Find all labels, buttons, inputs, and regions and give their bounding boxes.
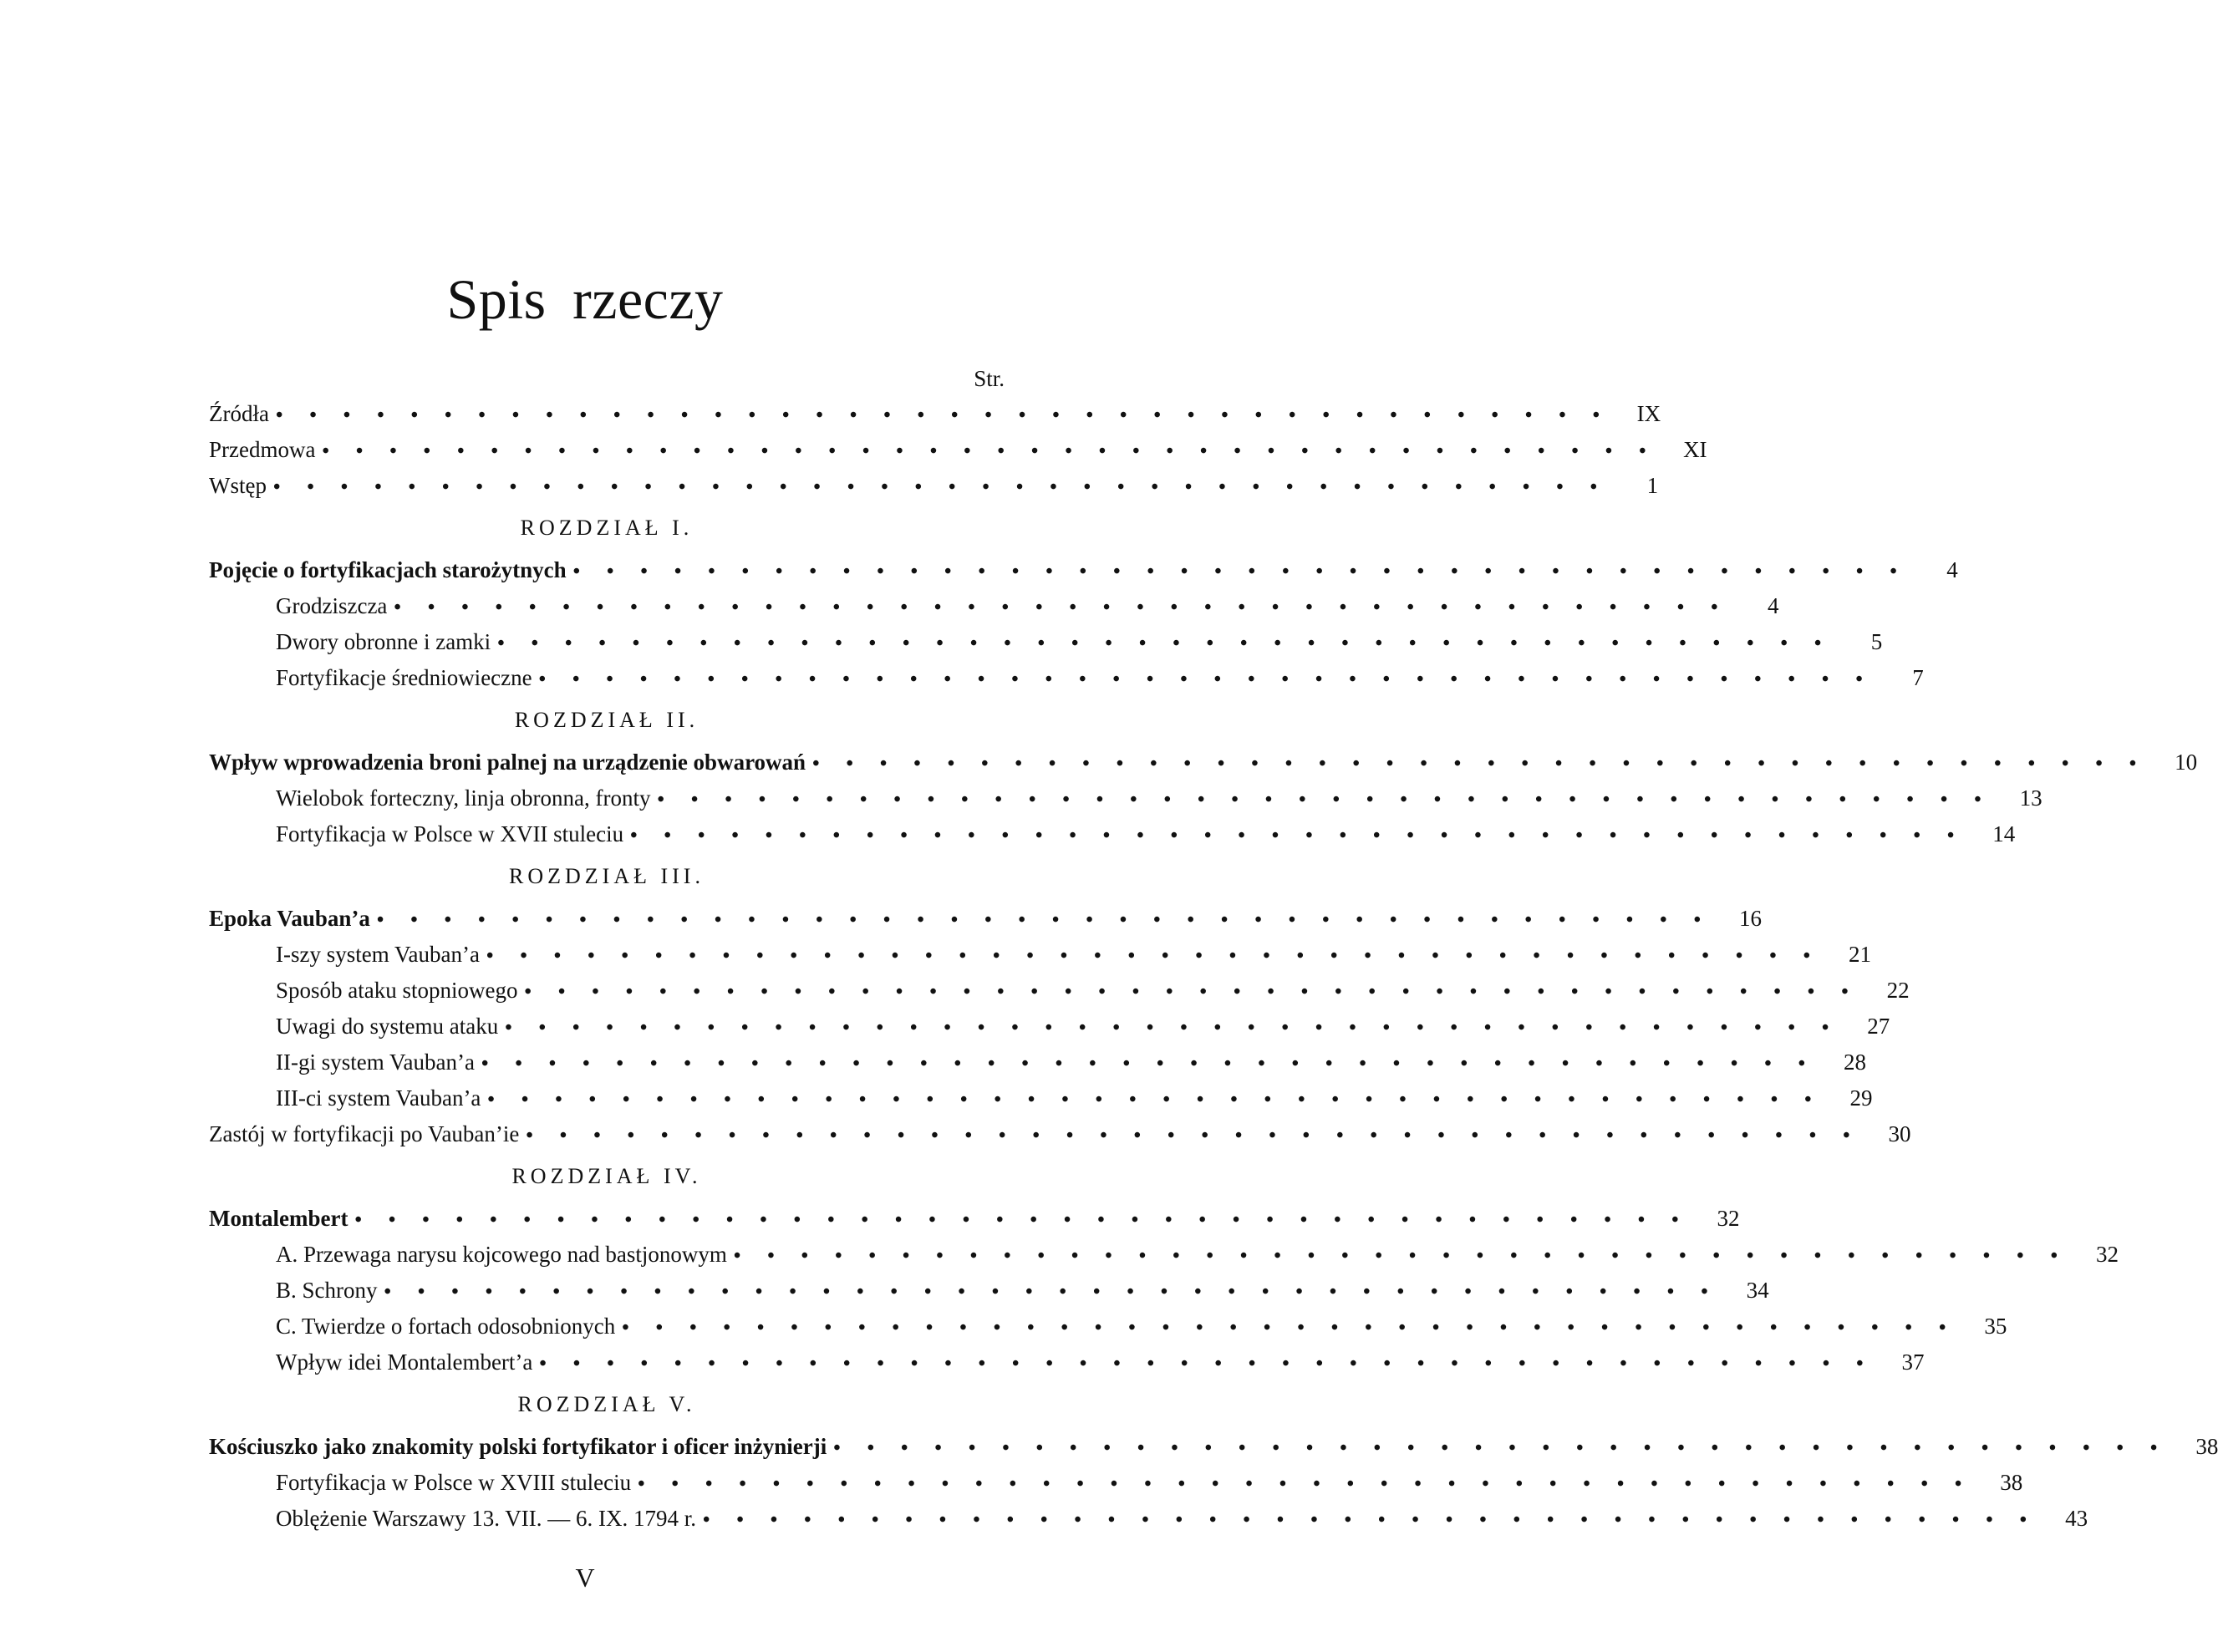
dot-leader: • • • • • • • • • • • • • • • • • • • • • • • • • • • • • • • • • • • • • • • •: [354, 1209, 1690, 1231]
dot-leader: • • • • • • • • • • • • • • • • • • • • • • • • • • • • • • • • • • • • • • • •: [322, 440, 1657, 462]
toc-entry-title: Montalembert: [209, 1206, 348, 1231]
chapter-heading: ROZDZIAŁ I.: [520, 516, 694, 540]
toc-entry-page: 4: [1946, 557, 1958, 582]
toc-entry-page: 30: [1888, 1121, 1911, 1146]
toc-entry-title: Kościuszko jako znakomity polski fortyfikator i oficer inżynierji: [209, 1434, 827, 1459]
toc-entry: [209, 937, 1872, 973]
toc-entry-title: Wielobok forteczny, linja obronna, fronty: [276, 785, 651, 811]
toc-entry-title: Zastój w fortyfikacji po Vauban’ie: [209, 1121, 520, 1146]
toc-entry: [209, 1429, 2218, 1465]
toc-entry: [209, 1116, 1911, 1152]
dot-leader: • • • • • • • • • • • • • • • • • • • • • • • • • • • • • • • • • • • • • • • •: [812, 753, 2148, 775]
toc-entry: [209, 1045, 1867, 1080]
toc-entry: [209, 1009, 1890, 1045]
toc-entry: [209, 432, 1707, 468]
toc-entry-page: 21: [1849, 942, 1872, 967]
toc-entry-page: 5: [1870, 629, 1883, 654]
toc-entry: [209, 660, 1924, 696]
table-of-contents: [209, 361, 2218, 1537]
toc-entry-title: Przedmowa: [209, 437, 316, 462]
dot-leader: • • • • • • • • • • • • • • • • • • • • • • • • • • • • • • • • • • • • • • • •: [572, 561, 1908, 582]
page-column-header: Str.: [974, 366, 1005, 391]
toc-entry-page: 35: [1984, 1314, 2007, 1339]
toc-entry-page: IX: [1636, 401, 1661, 426]
toc-entry-page: XI: [1683, 437, 1707, 462]
dot-leader: • • • • • • • • • • • • • • • • • • • • • • • • • • • • • • • • • • • • • • • •: [497, 633, 1833, 654]
toc-entry-page: 32: [1717, 1206, 1740, 1231]
toc-entry: [209, 468, 1659, 504]
toc-entry: [209, 1309, 2007, 1344]
toc-entry-page: 38: [2000, 1470, 2023, 1495]
toc-entry-title: Źródła: [209, 401, 269, 426]
toc-entry-title: Wstęp: [209, 473, 267, 498]
dot-leader: • • • • • • • • • • • • • • • • • • • • • • • • • • • • • • • • • • • • • • • •: [657, 789, 1992, 811]
toc-entry-title: I-szy system Vauban’a: [276, 942, 480, 967]
dot-leader: • • • • • • • • • • • • • • • • • • • • • • • • • • • • • • • • • • • • • • • •: [630, 825, 1966, 846]
dot-leader: • • • • • • • • • • • • • • • • • • • • • • • • • • • • • • • • • • • • • • • •: [526, 1125, 1861, 1146]
dot-leader: • • • • • • • • • • • • • • • • • • • • • • • • • • • • • • • • • • • • • • • •: [275, 404, 1611, 426]
chapter-heading: ROZDZIAŁ III.: [509, 864, 705, 888]
dot-leader: • • • • • • • • • • • • • • • • • • • • • • • • • • • • • • • • • • • • • • • •: [505, 1017, 1840, 1039]
chapter-heading: ROZDZIAŁ IV.: [511, 1164, 702, 1188]
toc-entry-page: 27: [1867, 1014, 1890, 1039]
toc-entry: [209, 1237, 2119, 1273]
dot-leader: • • • • • • • • • • • • • • • • • • • • • • • • • • • • • • • • • • • • • • • •: [622, 1317, 1957, 1339]
toc-entry-page: 7: [1912, 665, 1924, 690]
toc-entry-title: Wpływ idei Montalembert’a: [276, 1350, 533, 1375]
toc-entry-page: 16: [1738, 906, 1762, 931]
dot-leader: • • • • • • • • • • • • • • • • • • • • • • • • • • • • • • • • • • • • • • • •: [272, 476, 1609, 498]
toc-entry-page: 43: [2065, 1506, 2088, 1531]
toc-entry-title: Fortyfikacja w Polsce w XVIII stuleciu: [276, 1470, 632, 1495]
dot-leader: • • • • • • • • • • • • • • • • • • • • • • • • • • • • • • • • • • • • • • • •: [376, 909, 1712, 931]
toc-entry-page: 34: [1746, 1278, 1769, 1303]
toc-entry-title: C. Twierdze o fortach odosobnionych: [276, 1314, 616, 1339]
toc-entry-page: 13: [2019, 785, 2042, 811]
toc-entry: [209, 1273, 1769, 1309]
toc-entry-title: Wpływ wprowadzenia broni palnej na urządzenie obwarowań: [209, 750, 806, 775]
toc-entry-title: Fortyfikacja w Polsce w XVII stuleciu: [276, 821, 624, 846]
dot-leader: • • • • • • • • • • • • • • • • • • • • • • • • • • • • • • • • • • • • • • • •: [481, 1053, 1817, 1075]
toc-entry: [209, 552, 1958, 588]
chapter-heading: ROZDZIAŁ V.: [517, 1392, 696, 1416]
toc-entry-title: Dwory obronne i zamki: [276, 629, 491, 654]
dot-leader: • • • • • • • • • • • • • • • • • • • • • • • • • • • • • • • • • • • • • • • •: [486, 945, 1822, 967]
toc-entry: [209, 588, 1779, 624]
toc-entry-title: Sposób ataku stopniowego: [276, 978, 518, 1003]
toc-entry-title: Fortyfikacje średniowieczne: [276, 665, 532, 690]
dot-leader: • • • • • • • • • • • • • • • • • • • • • • • • • • • • • • • • • • • • • • • •: [539, 1353, 1875, 1375]
toc-entry: [209, 780, 2042, 816]
toc-entry: [209, 1344, 1925, 1380]
dot-leader: • • • • • • • • • • • • • • • • • • • • • • • • • • • • • • • • • • • • • • • •: [538, 668, 1874, 690]
toc-entry-title: Pojęcie o fortyfikacjach starożytnych: [209, 557, 567, 582]
toc-entry: [209, 816, 2016, 852]
toc-entry-title: II-gi system Vauban’a: [276, 1050, 475, 1075]
toc-entry-page: 28: [1844, 1050, 1867, 1075]
toc-entry-page: 1: [1646, 473, 1659, 498]
toc-entry: [209, 901, 1762, 937]
toc-entry-page: 22: [1886, 978, 1910, 1003]
toc-entry-title: Uwagi do systemu ataku: [276, 1014, 499, 1039]
toc-entry: [209, 396, 1661, 432]
toc-entry-title: III-ci system Vauban’a: [276, 1085, 481, 1111]
page-number: V: [575, 1563, 595, 1593]
toc-entry: [209, 1465, 2023, 1501]
dot-leader: • • • • • • • • • • • • • • • • • • • • • • • • • • • • • • • • • • • • • • • •: [833, 1437, 2169, 1459]
toc-entry-page: 10: [2175, 750, 2198, 775]
toc-body: [209, 396, 2218, 1537]
toc-entry-title: Grodziszcza: [276, 593, 388, 618]
toc-entry-title: B. Schrony: [276, 1278, 378, 1303]
dot-leader: • • • • • • • • • • • • • • • • • • • • • • • • • • • • • • • • • • • • • • • •: [394, 597, 1729, 618]
toc-entry-page: 14: [1992, 821, 2016, 846]
toc-entry-title: A. Przewaga narysu kojcowego nad bastjonowym: [276, 1242, 727, 1267]
toc-entry: [209, 1080, 1873, 1116]
dot-leader: • • • • • • • • • • • • • • • • • • • • • • • • • • • • • • • • • • • • • • • •: [733, 1245, 2068, 1267]
toc-entry: [209, 1201, 1740, 1237]
chapter-heading: ROZDZIAŁ II.: [514, 708, 699, 732]
toc-entry-title: Oblężenie Warszawy 13. VII. — 6. IX. 1794 r.: [276, 1506, 696, 1531]
toc-entry-page: 38: [2195, 1434, 2218, 1459]
toc-entry-title: Epoka Vauban’a: [209, 906, 370, 931]
dot-leader: • • • • • • • • • • • • • • • • • • • • • • • • • • • • • • • • • • • • • • • •: [524, 981, 1859, 1003]
dot-leader: • • • • • • • • • • • • • • • • • • • • • • • • • • • • • • • • • • • • • • • •: [384, 1281, 1719, 1303]
dot-leader: • • • • • • • • • • • • • • • • • • • • • • • • • • • • • • • • • • • • • • • •: [638, 1473, 1973, 1495]
toc-entry-page: 4: [1768, 593, 1779, 618]
toc-entry: [209, 1501, 2088, 1537]
toc-entry: [209, 973, 1910, 1009]
toc-entry: [209, 745, 2198, 780]
toc-entry-page: 29: [1849, 1085, 1873, 1111]
toc-entry-page: 37: [1901, 1350, 1925, 1375]
dot-leader: • • • • • • • • • • • • • • • • • • • • • • • • • • • • • • • • • • • • • • • •: [487, 1089, 1823, 1111]
dot-leader: • • • • • • • • • • • • • • • • • • • • • • • • • • • • • • • • • • • • • • • •: [702, 1509, 2038, 1531]
toc-entry: [209, 624, 1883, 660]
toc-entry-page: 32: [2095, 1242, 2119, 1267]
page-title: Spis rzeczy: [446, 267, 724, 331]
